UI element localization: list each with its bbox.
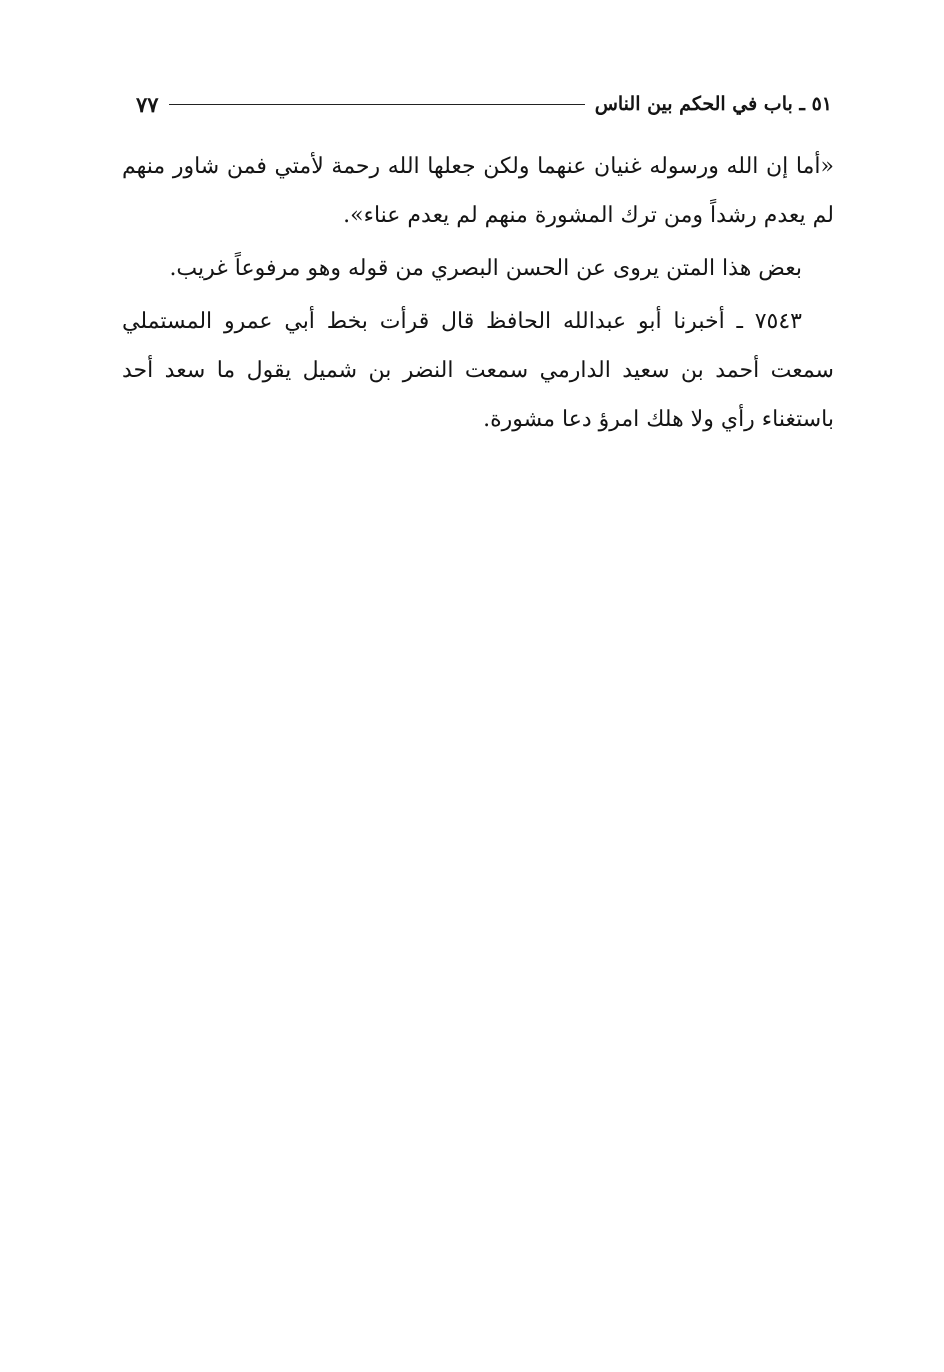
paragraph-commentary: بعض هذا المتن يروى عن الحسن البصري من قوله وهو مرفوعاً غريب. xyxy=(169,256,802,281)
chapter-title: ٥١ ـ باب في الحكم بين الناس xyxy=(594,93,832,115)
paragraph-narration-7543: ٧٥٤٣ ـ أخبرنا أبو عبدالله الحافظ قال قرأت بخط أبي عمرو المستملي سمعت أحمد بن سعيد الدارمي سمعت النضر بن شميل يقول ما سعد أحد باستغناء رأي ولا هلك امرؤ دعا مشورة. xyxy=(122,309,834,432)
running-header xyxy=(128,88,832,120)
page-number: ٧٧ xyxy=(136,91,159,117)
body-text xyxy=(122,142,834,444)
paragraph-hadith-quote: «أما إن الله ورسوله غنيان عنهما ولكن جعلها الله رحمة لأمتي فمن شاور منهم لم يعدم رشداً ومن ترك المشورة منهم لم يعدم عناء». xyxy=(122,154,834,228)
header-rule xyxy=(169,104,585,105)
